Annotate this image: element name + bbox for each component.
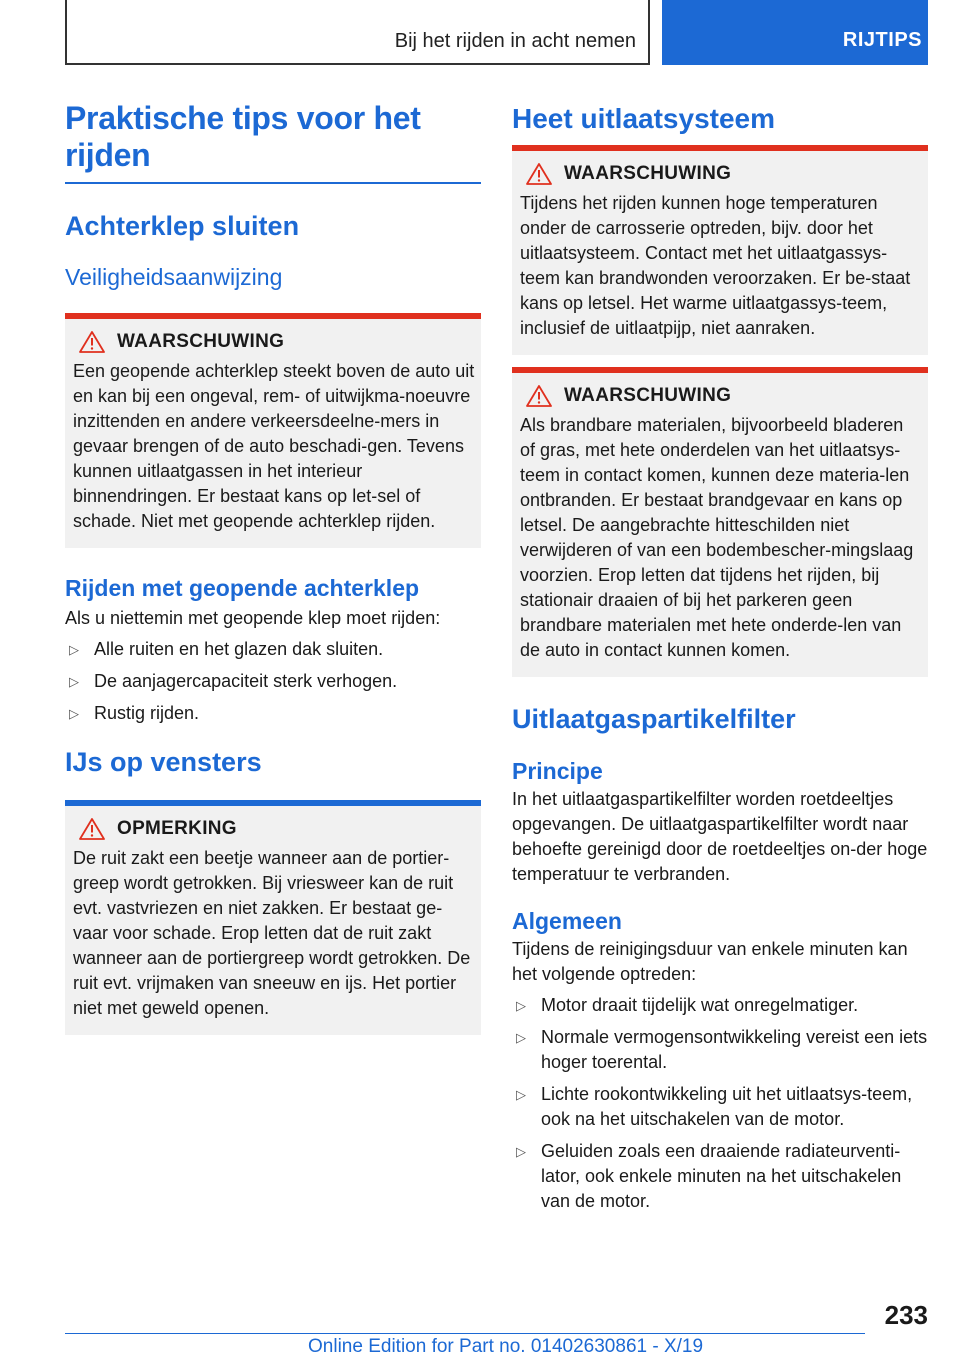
open-tailgate-list	[65, 637, 481, 726]
warning-box-flammable	[512, 367, 928, 677]
page-header	[65, 0, 928, 65]
warning-text: Tijdens het rijden kunnen hoge temperaturen onder de carrosserie optreden, bijv. door het uitlaatsysteem. Contact met het uitlaatgassys-teem kan brandwonden veroorzaken. Er be-staat kans op letsel. Het warme uitlaatgassys-teem, inclusief de uitlaatpijp, niet aanraken.	[520, 193, 911, 338]
list-item: ▷ Rustig rijden.	[65, 701, 481, 726]
warning-triangle-icon	[526, 163, 552, 185]
edition-text: Online Edition for Part no. 01402630861 - X/19	[308, 1336, 704, 1357]
heading-general: Algemeen	[512, 908, 622, 934]
warning-label: WAARSCHUWING	[117, 331, 285, 352]
warning-text: Als brandbare materialen, bijvoorbeeld bladeren of gras, met hete onderdelen van het uitlaatsys-teem in contact komen, kunnen deze materia-len ontbranden. Er bestaat brandgevaar en kans op letsel. De aangebrachte hitteschilden niet verwijderen of van een bodembescher-mingslaag voorzien. Erop letten dat tijdens het rijden, bij stationair draaien of bij het parkeren geen brandbare materialen met hete onderde-len van de auto in contact kunnen komen.	[520, 415, 914, 660]
heading-safety: Veiligheidsaanwijzing	[65, 264, 283, 290]
bullet-triangle-icon: ▷	[516, 998, 526, 1013]
page-number: 233	[884, 1300, 928, 1330]
list-item: ▷ Alle ruiten en het glazen dak sluiten.	[65, 637, 481, 662]
bullet-triangle-icon: ▷	[69, 706, 79, 721]
right-column	[512, 100, 928, 1221]
bullet-triangle-icon: ▷	[516, 1087, 526, 1102]
heading-exhaust: Heet uitlaatsysteem	[512, 103, 776, 134]
page-title: Praktische tips voor het rijden	[65, 100, 481, 184]
bullet-triangle-icon: ▷	[516, 1030, 526, 1045]
chapter-title: RIJTIPS	[842, 29, 922, 51]
list-item: ▷ Lichte rookontwikkeling uit het uitlaatsys-teem, ook na het uitschakelen van de motor.	[512, 1082, 928, 1132]
chapter-tab[interactable]	[662, 0, 928, 65]
heading-tailgate: Achterklep sluiten	[65, 211, 300, 241]
warning-box-exhaust	[512, 145, 928, 355]
bullet-triangle-icon: ▷	[516, 1144, 526, 1159]
section-header	[65, 0, 650, 65]
note-text: De ruit zakt een beetje wanneer aan de portier-greep wordt getrokken. Bij vriesweer kan de ruit evt. vastvriezen en niet zakken. Er bestaat ge-vaar voor schade. Erop letten dat de ruit zakt wanneer aan de portiergreep wordt getrokken. De ruit evt. vrijmaken van sneeuw en ijs. Het portier niet met geweld openen.	[73, 848, 471, 1018]
warning-triangle-icon	[79, 331, 105, 353]
section-title: Bij het rijden in acht nemen	[394, 30, 636, 52]
list-item: ▷ Geluiden zoals een draaiende radiateurventi-lator, ook enkele minuten na het uitschakelen van de motor.	[512, 1139, 928, 1214]
heading-particle-filter: Uitlaatgaspartikelfilter	[512, 704, 796, 734]
list-item: ▷ De aanjagercapaciteit sterk verhogen.	[65, 669, 481, 694]
open-tailgate-intro: Als u niettemin met geopende klep moet rijden:	[65, 608, 441, 628]
warning-label: WAARSCHUWING	[564, 385, 732, 406]
heading-principle: Principe	[512, 758, 603, 784]
warning-label: WAARSCHUWING	[564, 163, 732, 184]
principle-text: In het uitlaatgaspartikelfilter worden roetdeeltjes opgevangen. De uitlaatgaspartikelfilter wordt naar behoefte gereinigd door de roetdeeltjes on-der hoge temperatuur te verbranden.	[512, 789, 928, 884]
warning-triangle-icon	[79, 818, 105, 840]
list-item: ▷ Motor draait tijdelijk wat onregelmatiger.	[512, 993, 928, 1018]
note-box-ice	[65, 800, 481, 1035]
note-label: OPMERKING	[117, 818, 237, 839]
general-intro: Tijdens de reinigingsduur van enkele minuten kan het volgende optreden:	[512, 939, 908, 984]
heading-ice: IJs op vensters	[65, 747, 262, 777]
left-column	[65, 100, 481, 1035]
bullet-triangle-icon: ▷	[69, 642, 79, 657]
list-item: ▷ Normale vermogensontwikkeling vereist een iets hoger toerental.	[512, 1025, 928, 1075]
warning-triangle-icon	[526, 385, 552, 407]
warning-text: Een geopende achterklep steekt boven de auto uit en kan bij een ongeval, rem- of uitwijkma-noeuvre inzittenden en andere verkeersdeelne-mers in gevaar brengen of de auto beschadi-gen. Tevens kunnen uitlaatgassen in het interieur binnendringen. Er bestaat kans op let-sel of schade. Niet met geopende achterklep rijden.	[73, 361, 475, 531]
heading-open-tailgate: Rijden met geopende achterklep	[65, 575, 420, 601]
footer-divider	[65, 1333, 865, 1334]
general-list	[512, 993, 928, 1214]
bullet-triangle-icon: ▷	[69, 674, 79, 689]
warning-box-tailgate	[65, 313, 481, 548]
